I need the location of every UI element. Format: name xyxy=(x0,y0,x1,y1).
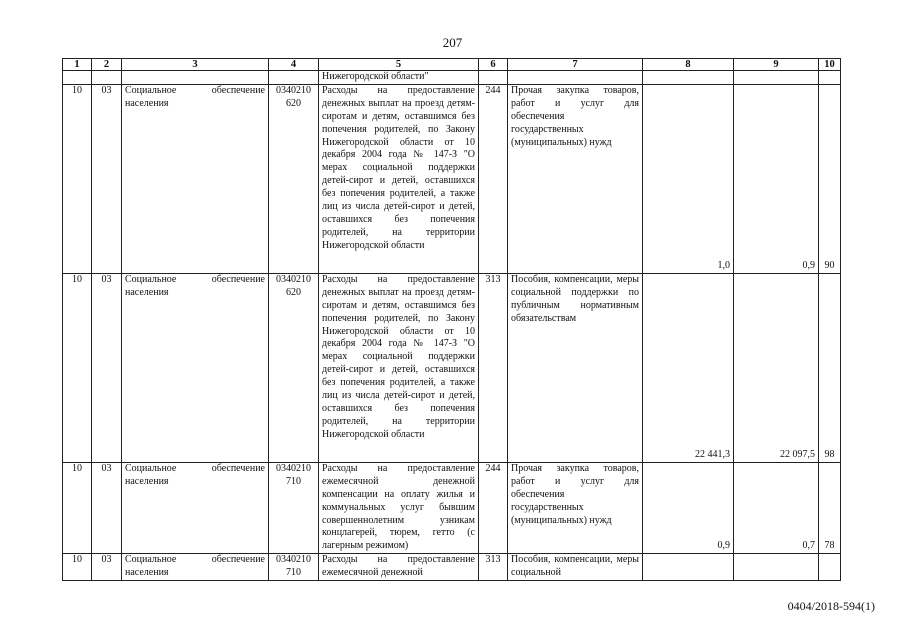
execution-percent: 90 xyxy=(819,84,841,273)
column-header: 1 xyxy=(63,59,92,71)
column-header: 7 xyxy=(508,59,643,71)
expense-description: Расходы на предоставление ежемесячной денежной компенсации на оплату жилья и коммунальных услуг бывшим совершеннолетним узникам концлагерей, тюрем, гетто (с лагерным режимом) xyxy=(319,462,479,553)
section-code: 10 xyxy=(63,273,92,462)
continuation-row xyxy=(63,71,841,85)
column-header: 5 xyxy=(319,59,479,71)
amount-planned: 0,9 xyxy=(643,462,734,553)
column-header: 9 xyxy=(734,59,819,71)
amount-actual: 0,9 xyxy=(734,84,819,273)
section-code: 10 xyxy=(63,554,92,581)
column-header: 10 xyxy=(819,59,841,71)
expense-description: Расходы на предоставление денежных выплат на проезд детям-сиротам и детям, оставшимся без попечения родителей, по Закону Нижегородской области от 10 декабря 2004 года № 147-З "О мерах социальной поддержки детей-сирот и детей, оставшихся без попечения родителей, а также лиц из числа детей-сирот и детей, оставшихся без попечения родителей, на территории Нижегородской области xyxy=(319,84,479,273)
section-code: 10 xyxy=(63,462,92,553)
subsection-code: 03 xyxy=(92,554,122,581)
section-name: Социальное обеспечение населения xyxy=(122,462,269,553)
expense-type-name: Прочая закупка товаров, работ и услуг для обеспечения государственных (муниципальных) нужд xyxy=(508,84,643,273)
expense-type-code: 244 xyxy=(479,84,508,273)
table-row xyxy=(63,554,841,581)
execution-percent: 78 xyxy=(819,462,841,553)
target-code: 0340210 710 xyxy=(269,554,319,581)
expense-type-code: 313 xyxy=(479,554,508,581)
section-name: Социальное обеспечение населения xyxy=(122,273,269,462)
column-header: 4 xyxy=(269,59,319,71)
subsection-code: 03 xyxy=(92,273,122,462)
column-header: 8 xyxy=(643,59,734,71)
expense-type-code: 244 xyxy=(479,462,508,553)
table-row xyxy=(63,84,841,273)
target-code: 0340210 620 xyxy=(269,84,319,273)
table-row xyxy=(63,273,841,462)
target-code: 0340210 620 xyxy=(269,273,319,462)
subsection-code: 03 xyxy=(92,84,122,273)
budget-table xyxy=(62,58,841,581)
amount-actual: 22 097,5 xyxy=(734,273,819,462)
subsection-code: 03 xyxy=(92,462,122,553)
column-header: 6 xyxy=(479,59,508,71)
page-number: 207 xyxy=(442,35,463,50)
column-header: 2 xyxy=(92,59,122,71)
document-code: 0404/2018-594(1) xyxy=(787,599,875,613)
column-header: 3 xyxy=(122,59,269,71)
section-code: 10 xyxy=(63,84,92,273)
expense-type-name: Пособия, компенсации, меры социальной поддержки по публичным нормативным обязательствам xyxy=(508,273,643,462)
expense-description: Расходы на предоставление денежных выплат на проезд детям-сиротам и детям, оставшимся без попечения родителей, по Закону Нижегородской области от 10 декабря 2004 года № 147-З "О мерах социальной поддержки детей-сирот и детей, оставшихся без попечения родителей, а также лиц из числа детей-сирот и детей, оставшихся без попечения родителей, на территории Нижегородской области xyxy=(319,273,479,462)
amount-planned: 1,0 xyxy=(643,84,734,273)
table-row xyxy=(63,462,841,553)
amount-actual xyxy=(734,554,819,581)
expense-description: Расходы на предоставление ежемесячной денежной xyxy=(319,554,479,581)
amount-actual: 0,7 xyxy=(734,462,819,553)
header-row xyxy=(63,59,841,71)
expense-type-code: 313 xyxy=(479,273,508,462)
section-name: Социальное обеспечение населения xyxy=(122,84,269,273)
execution-percent: 98 xyxy=(819,273,841,462)
execution-percent xyxy=(819,554,841,581)
amount-planned xyxy=(643,554,734,581)
continuation-text: Нижегородской области" xyxy=(319,71,479,85)
expense-type-name: Пособия, компенсации, меры социальной xyxy=(508,554,643,581)
section-name: Социальное обеспечение населения xyxy=(122,554,269,581)
expense-type-name: Прочая закупка товаров, работ и услуг для обеспечения государственных (муниципальных) нужд xyxy=(508,462,643,553)
target-code: 0340210 710 xyxy=(269,462,319,553)
amount-planned: 22 441,3 xyxy=(643,273,734,462)
